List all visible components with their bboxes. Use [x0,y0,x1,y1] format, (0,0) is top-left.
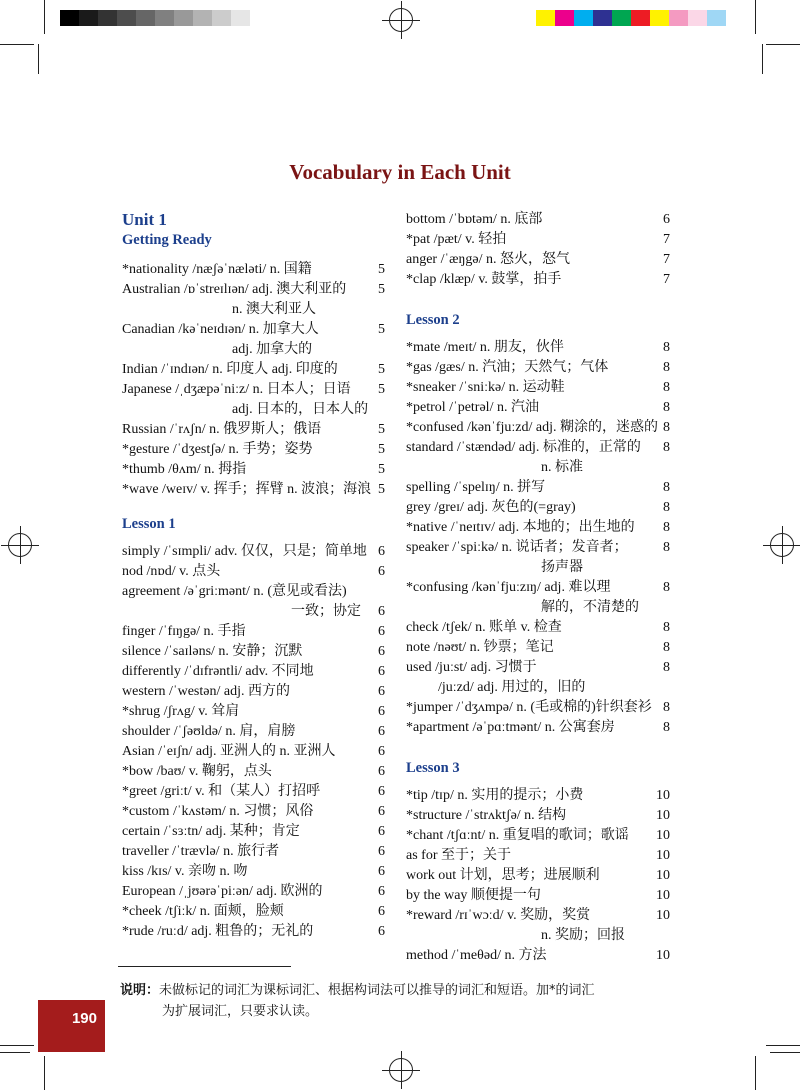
vocab-entry [122,922,385,942]
vocab-entry-text: *nationality /næʃəˈnæləti/ n. 国籍 [122,262,312,277]
vocab-entry-page: 6 [378,784,385,799]
vocab-entry-text: *clap /klæp/ v. 鼓掌，拍手 [406,272,562,287]
vocab-entry-text: method /ˈmeθəd/ n. 方法 [406,948,547,963]
registration-mark-right [770,533,794,557]
vocab-entry [406,338,670,358]
vocab-entry-text: *apartment /əˈpɑːtmənt/ n. 公寓套房 [406,720,615,735]
vocab-entry-text: check /tʃek/ n. 账单 v. 检查 [406,620,562,635]
vocab-entry [122,260,385,280]
unit-title: Unit 1 [122,210,167,229]
calibration-swatch [536,10,555,26]
vocab-entry [122,782,385,802]
vocab-entry-text: *cheek /tʃiːk/ n. 面颊，脸颊 [122,904,284,919]
section-title-lesson-2: Lesson 2 [406,312,460,328]
vocab-entry [406,826,670,846]
vocab-entry-text: differently /ˈdɪfrəntli/ adv. 不同地 [122,664,314,679]
vocab-entry-page: 8 [663,720,670,735]
vocab-entry [122,460,385,480]
vocab-entry-page: 6 [378,644,385,659]
vocab-entry-text: Asian /ˈeɪʃn/ adj. 亚洲人的 n. 亚洲人 [122,744,336,759]
vocab-entry-text: used /juːst/ adj. 习惯于 [406,660,537,675]
vocab-entry [122,360,385,380]
vocab-entry [122,822,385,842]
vocab-entry [122,902,385,922]
vocab-entry [122,642,385,662]
vocab-entry-page: 5 [378,482,385,497]
vocab-entry [406,786,670,806]
vocab-entry-text: *reward /rɪˈwɔːd/ v. 奖励，奖赏 [406,908,591,923]
footnote-line-1: 未做标记的词汇为课标词汇、根据构词法可以推导的词汇和短语。加*的词汇 [159,983,595,998]
calibration-swatch [250,10,269,26]
footnote-line-2: 为扩展词汇，只要求认读。 [162,1004,319,1019]
vocab-entry-page: 8 [663,420,670,435]
vocab-entry-text: *rude /ruːd/ adj. 粗鲁的；无礼的 [122,924,314,939]
vocab-entry [406,438,670,478]
calibration-swatch [574,10,593,26]
vocab-entry-page: 8 [663,440,670,455]
vocab-entry-page: 6 [378,864,385,879]
vocab-entry-page: 6 [378,684,385,699]
section-title-lesson-1: Lesson 1 [122,516,176,532]
vocab-entry-page: 8 [663,340,670,355]
vocab-entry-page: 8 [663,380,670,395]
vocab-entry-continuation: n. 奖励；回报 [541,928,625,943]
calibration-swatch [669,10,688,26]
crop-mark [766,1045,800,1046]
vocab-entry-page: 8 [663,700,670,715]
crop-mark [0,44,34,45]
vocab-entry-page: 8 [663,480,670,495]
vocab-entry [122,762,385,782]
vocab-entry-text: finger /ˈfɪŋgə/ n. 手指 [122,624,246,639]
vocab-entry [406,418,670,438]
calibration-swatch [688,10,707,26]
calibration-swatch [117,10,136,26]
vocab-entry-text: as for 至于；关于 [406,848,511,863]
vocab-entry-text: note /nəʊt/ n. 钞票；笔记 [406,640,554,655]
vocab-entry [406,866,670,886]
color-calibration-bar [536,10,745,26]
vocab-list-getting-ready [122,260,385,500]
vocab-entry [406,230,670,250]
vocab-entry-page: 6 [378,544,385,559]
grayscale-calibration-bar [60,10,269,26]
vocab-entry [122,622,385,642]
vocab-entry-page: 6 [378,624,385,639]
vocab-entry-text: *chant /tʃɑːnt/ n. 重复唱的歌词；歌谣 [406,828,629,843]
section-title-lesson-3: Lesson 3 [406,760,460,776]
calibration-swatch [155,10,174,26]
vocab-entry-page: 6 [378,844,385,859]
crop-mark [0,1052,30,1053]
calibration-swatch [555,10,574,26]
vocab-list-lesson-1-continued [406,210,670,290]
vocab-entry-page: 6 [378,804,385,819]
vocab-entry [406,946,670,966]
vocab-entry [406,638,670,658]
footnote-divider [118,966,291,967]
vocab-entry-page: 5 [378,382,385,397]
crop-mark [0,1045,34,1046]
vocab-entry-text: *confused /kənˈfjuːzd/ adj. 糊涂的，迷惑的 [406,420,658,435]
vocab-entry-text: anger /ˈæŋgə/ n. 怒火，怒气 [406,252,571,267]
vocab-entry [122,802,385,822]
vocab-entry [406,846,670,866]
vocab-entry-page: 7 [663,272,670,287]
crop-mark [38,44,39,74]
vocab-entry [406,358,670,378]
vocab-entry-page: 10 [656,868,670,883]
vocab-entry-page: 6 [378,764,385,779]
vocab-entry-page: 6 [378,744,385,759]
vocab-entry-page: 6 [378,604,385,619]
calibration-swatch [79,10,98,26]
vocab-entry-text: *greet /griːt/ v. 和（某人）打招呼 [122,784,321,799]
calibration-swatch [136,10,155,26]
vocab-entry-page: 8 [663,640,670,655]
vocab-entry-text: nod /nɒd/ v. 点头 [122,564,221,579]
vocab-entry-page: 10 [656,848,670,863]
vocab-entry [122,882,385,902]
crop-mark [44,1056,45,1090]
vocab-entry-text: Australian /ɒˈstreɪlɪən/ adj. 澳大利亚的 [122,282,347,297]
vocab-entry-text: *gesture /ˈdʒestʃə/ n. 手势；姿势 [122,442,313,457]
calibration-swatch [193,10,212,26]
vocab-entry-page: 6 [378,824,385,839]
vocab-entry-page: 5 [378,422,385,437]
vocab-entry [122,842,385,862]
vocab-entry-page: 8 [663,620,670,635]
vocab-entry [406,658,670,698]
vocab-entry [406,578,670,618]
footnote [120,980,680,1022]
vocab-entry-text: *wave /weɪv/ v. 挥手；挥臂 n. 波浪；海浪 [122,482,372,497]
vocab-entry-text: *tip /tɪp/ n. 实用的提示；小费 [406,788,584,803]
vocab-entry-text: kiss /kɪs/ v. 亲吻 n. 吻 [122,864,248,879]
vocab-entry [406,806,670,826]
vocab-entry-page: 10 [656,828,670,843]
vocab-entry-text: Russian /ˈrʌʃn/ n. 俄罗斯人；俄语 [122,422,322,437]
vocab-entry-page: 10 [656,948,670,963]
vocab-list-lesson-3 [406,786,670,966]
vocab-list-lesson-1 [122,542,385,942]
section-title-getting-ready: Getting Ready [122,232,212,248]
vocab-entry-text: bottom /ˈbɒtəm/ n. 底部 [406,212,543,227]
calibration-swatch [650,10,669,26]
calibration-swatch [593,10,612,26]
vocab-entry-page: 5 [378,322,385,337]
vocab-entry-text: simply /ˈsɪmpli/ adv. 仅仅，只是；简单地 [122,544,367,559]
vocab-entry-text: *gas /gæs/ n. 汽油；天然气；气体 [406,360,609,375]
vocab-entry-text: agreement /əˈgriːmənt/ n. (意见或看法) [122,584,347,599]
registration-mark-left [8,533,32,557]
vocab-entry [406,250,670,270]
vocab-entry [122,682,385,702]
vocab-entry-page: 10 [656,808,670,823]
vocab-entry-text: traveller /ˈtrævlə/ n. 旅行者 [122,844,280,859]
crop-mark [44,0,45,34]
vocab-entry [122,862,385,882]
vocab-entry [406,210,670,230]
calibration-swatch [707,10,726,26]
vocab-entry [122,420,385,440]
right-column [406,210,670,966]
vocab-entry-continuation: n. 标准 [541,460,583,475]
vocab-entry-page: 6 [378,564,385,579]
vocab-entry-text: *sneaker /ˈsniːkə/ n. 运动鞋 [406,380,565,395]
footnote-label: 说明： [120,983,160,998]
vocab-entry-text: *pat /pæt/ v. 轻拍 [406,232,507,247]
vocab-entry-text: *jumper /ˈdʒʌmpə/ n. (毛或棉的)针织套衫 [406,700,652,715]
vocab-entry [406,698,670,718]
vocab-entry-text: certain /ˈsɜːtn/ adj. 某种；肯定 [122,824,300,839]
vocab-entry-continuation: 一致；协定 6 [122,602,371,622]
vocab-entry-page: 8 [663,660,670,675]
vocab-entry-page: 8 [663,500,670,515]
vocab-entry-text: spelling /ˈspelɪŋ/ n. 拼写 [406,480,546,495]
calibration-swatch [726,10,745,26]
vocab-entry-page: 6 [378,884,385,899]
vocab-entry-page: 6 [378,704,385,719]
vocab-entry-page: 10 [656,908,670,923]
vocab-entry [406,886,670,906]
vocab-entry-page: 5 [378,442,385,457]
vocab-entry [122,542,385,562]
vocab-entry-text: by the way 顺便提一句 [406,888,541,903]
vocab-entry-page: 7 [663,252,670,267]
vocab-entry [406,906,670,946]
vocab-entry-page: 5 [378,282,385,297]
vocab-entry-page: 10 [656,788,670,803]
vocab-entry-page: 8 [663,580,670,595]
vocab-entry [406,718,670,738]
crop-mark [766,44,800,45]
vocab-entry-text: *custom /ˈkʌstəm/ n. 习惯；风俗 [122,804,314,819]
vocab-entry [122,320,385,360]
vocab-entry-page: 6 [378,904,385,919]
vocab-entry-continuation: /juːzd/ adj. 用过的，旧的 [438,680,586,695]
vocab-entry-continuation: n. 澳大利亚人 [232,302,316,317]
vocab-entry [122,480,385,500]
vocab-entry-page: 6 [378,724,385,739]
vocab-entry [406,270,670,290]
vocab-entry-text: standard /ˈstændəd/ adj. 标准的，正常的 [406,440,641,455]
vocab-entry-text: Japanese /ˌdʒæpəˈniːz/ n. 日本人；日语 [122,382,351,397]
vocab-entry-page: 7 [663,232,670,247]
vocab-entry-page: 6 [378,924,385,939]
vocab-entry-text: grey /greɪ/ adj. 灰色的(=gray) [406,500,576,515]
vocab-entry-page: 8 [663,540,670,555]
vocab-entry-continuation: 扬声器 [541,560,583,575]
crop-mark [755,0,756,34]
calibration-swatch [174,10,193,26]
vocab-entry-text: European /ˌjʊərəˈpiːən/ adj. 欧洲的 [122,884,323,899]
vocab-entry [406,518,670,538]
vocab-entry [122,702,385,722]
vocab-entry [122,722,385,742]
vocab-entry-text: speaker /ˈspiːkə/ n. 说话者；发音者； [406,540,628,555]
vocab-entry-continuation: adj. 加拿大的 [232,342,313,357]
vocab-entry-text: western /ˈwestən/ adj. 西方的 [122,684,290,699]
vocab-entry [122,380,385,420]
vocab-entry-page: 8 [663,400,670,415]
vocab-entry-page: 6 [378,664,385,679]
vocab-entry [406,498,670,518]
vocab-entry [122,742,385,762]
registration-mark-top [389,8,413,32]
vocab-entry-text: *thumb /θʌm/ n. 拇指 [122,462,247,477]
vocab-entry [406,538,670,578]
vocab-entry-page: 5 [378,262,385,277]
calibration-swatch [612,10,631,26]
calibration-swatch [631,10,650,26]
vocab-entry-page: 8 [663,520,670,535]
vocab-entry-page: 5 [378,362,385,377]
vocab-entry [406,478,670,498]
vocab-entry [406,618,670,638]
vocab-entry-text: work out 计划，思考；进展顺利 [406,868,600,883]
calibration-swatch [60,10,79,26]
vocab-entry-page: 6 [663,212,670,227]
vocab-entry [406,378,670,398]
vocab-entry [122,562,385,582]
vocab-entry-text: *petrol /ˈpetrəl/ n. 汽油 [406,400,539,415]
calibration-swatch [212,10,231,26]
crop-mark [770,1052,800,1053]
vocab-list-lesson-2 [406,338,670,738]
vocab-entry [122,280,385,320]
vocab-entry-text: *native /ˈneɪtɪv/ adj. 本地的；出生地的 [406,520,635,535]
page-number: 190 [71,1010,97,1027]
vocab-entry-page: 8 [663,360,670,375]
vocab-entry-text: *structure /ˈstrʌktʃə/ n. 结构 [406,808,567,823]
crop-mark [762,44,763,74]
vocab-entry-continuation: 解的，不清楚的 [541,600,639,615]
vocab-entry-page: 10 [656,888,670,903]
calibration-swatch [231,10,250,26]
vocab-entry [122,440,385,460]
vocab-entry-text: shoulder /ˈʃəʊldə/ n. 肩，肩膀 [122,724,296,739]
left-column [122,210,385,942]
vocab-entry-text: *mate /meɪt/ n. 朋友，伙伴 [406,340,564,355]
vocab-entry-continuation: adj. 日本的，日本人的 [232,402,369,417]
vocab-entry-text: *confusing /kənˈfjuːzɪŋ/ adj. 难以理 [406,580,611,595]
vocab-entry-text: Indian /ˈɪndɪən/ n. 印度人 adj. 印度的 [122,362,338,377]
vocab-entry-text: silence /ˈsaɪləns/ n. 安静；沉默 [122,644,303,659]
vocab-entry-page: 5 [378,462,385,477]
vocab-entry-text: Canadian /kəˈneɪdɪən/ n. 加拿大人 [122,322,319,337]
page-number-box [38,1000,105,1052]
registration-mark-bottom [389,1058,413,1082]
vocab-entry [122,662,385,682]
vocab-entry [122,582,385,622]
vocab-entry-text: *shrug /ʃrʌg/ v. 耸肩 [122,704,240,719]
calibration-swatch [98,10,117,26]
vocab-entry-text: *bow /baʊ/ v. 鞠躬，点头 [122,764,272,779]
page-title: Vocabulary in Each Unit [289,160,511,184]
crop-mark [755,1056,756,1090]
vocab-entry [406,398,670,418]
